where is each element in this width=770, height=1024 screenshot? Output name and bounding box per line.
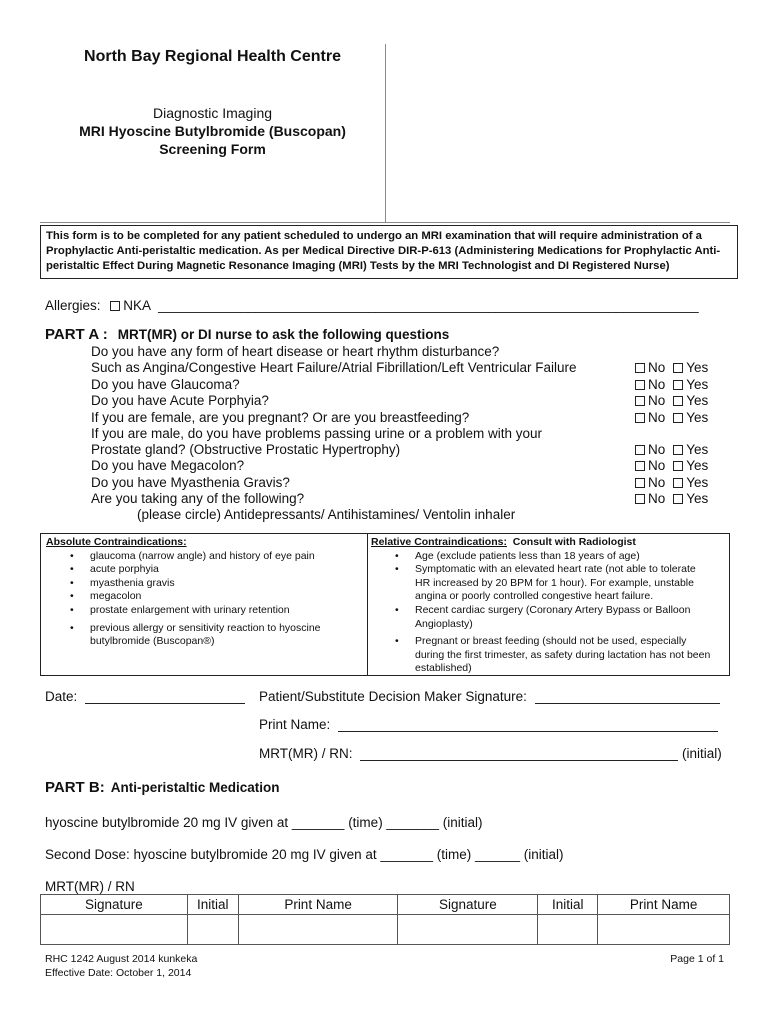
mrt-rn-field[interactable]: [360, 747, 678, 761]
question-2: Do you have Glaucoma?: [91, 377, 240, 392]
question-1b: Such as Angina/Congestive Heart Failure/Atrial Fibrillation/Left Ventricular Failure: [91, 360, 577, 375]
yes-label: Yes: [686, 410, 709, 425]
allergies-label: Allergies:: [45, 298, 101, 313]
form-title-line1: MRI Hyoscine Butylbromide (Buscopan): [79, 123, 346, 139]
question-6: Do you have Megacolon?: [91, 458, 245, 473]
first-dose-line[interactable]: hyoscine butylbromide 20 mg IV given at _______ (time) _______ (initial): [45, 815, 483, 830]
no-label: No: [648, 393, 666, 408]
no-label: No: [648, 491, 666, 506]
list-item: • glaucoma (narrow angle) and history of eye pain: [46, 550, 361, 564]
print-name-field[interactable]: [338, 718, 718, 732]
part-a-label: PART A :: [45, 326, 108, 343]
question-4: If you are female, are you pregnant? Or are you breastfeeding?: [91, 410, 470, 425]
yes-label: Yes: [686, 491, 709, 506]
yes-checkbox[interactable]: [673, 494, 683, 504]
no-label: No: [648, 410, 666, 425]
list-item: • prostate enlargement with urinary retention: [46, 604, 361, 618]
table-header: Print Name: [238, 895, 398, 915]
yes-label: Yes: [686, 377, 709, 392]
answer-row: [635, 377, 708, 393]
no-checkbox[interactable]: [635, 396, 645, 406]
second-dose-line[interactable]: Second Dose: hyoscine butylbromide 20 mg IV given at _______ (time) ______ (initial): [45, 847, 564, 862]
no-checkbox[interactable]: [635, 363, 645, 373]
page-number: Page 1 of 1: [670, 953, 724, 965]
table-header-row: [41, 895, 730, 915]
nka-label: NKA: [123, 298, 151, 313]
no-checkbox[interactable]: [635, 380, 645, 390]
relative-heading-suffix: Consult with Radiologist: [512, 536, 636, 548]
answer-row: [635, 458, 708, 474]
table-cell[interactable]: [238, 915, 398, 945]
no-label: No: [648, 442, 666, 457]
table-row: [41, 915, 730, 945]
yes-label: Yes: [686, 475, 709, 490]
part-a-heading: [45, 326, 449, 343]
patient-signature-row: [259, 689, 720, 704]
absolute-heading-text: Absolute Contraindications:: [46, 536, 187, 548]
yes-checkbox[interactable]: [673, 396, 683, 406]
no-checkbox[interactable]: [635, 494, 645, 504]
mrt-rn-label: MRT(MR) / RN:: [259, 746, 353, 761]
department-name: Diagnostic Imaging: [152, 105, 273, 121]
relative-heading-text: Relative Contraindications:: [371, 536, 507, 548]
signature-table: [40, 894, 730, 945]
date-field[interactable]: [85, 690, 245, 704]
absolute-list: [46, 550, 361, 649]
no-label: No: [648, 475, 666, 490]
table-header: Signature: [41, 895, 188, 915]
list-item: • Symptomatic with an elevated heart rate (not able to tolerate HR increased by 20 BPM for 1 hour). For example, unstable angina or poorly controlled congestive heart failure.: [371, 563, 726, 604]
yes-label: Yes: [686, 458, 709, 473]
list-item: • myasthenia gravis: [46, 577, 361, 591]
question-5: If you are male, do you have problems passing urine or a problem with your: [91, 426, 542, 441]
header-rule: [40, 222, 730, 223]
no-checkbox[interactable]: [635, 413, 645, 423]
answer-row: [635, 360, 708, 376]
intro-notice: This form is to be completed for any patient scheduled to undergo an MRI examination that will require administration of a Prophylactic Anti-peristaltic medication. As per Medical Directive DIR-P-613 (Administering Medications for Prophylactic Anti-peristaltic Effect During Magnetic Resonance Imaging (MRI) Tests by the MRI Technologist and DI Registered Nurse): [40, 225, 738, 279]
yes-checkbox[interactable]: [673, 380, 683, 390]
allergies-row: [45, 298, 699, 313]
absolute-contraindications: [46, 536, 361, 649]
date-row: [45, 689, 245, 704]
yes-checkbox[interactable]: [673, 478, 683, 488]
org-name: North Bay Regional Health Centre: [84, 48, 341, 65]
table-cell[interactable]: [41, 915, 188, 945]
footer-info: [45, 952, 197, 980]
table-header: Initial: [187, 895, 238, 915]
yes-label: Yes: [686, 393, 709, 408]
part-a-subtitle: MRT(MR) or DI nurse to ask the following questions: [117, 327, 450, 342]
yes-checkbox[interactable]: [673, 413, 683, 423]
date-label: Date:: [45, 689, 78, 704]
form-title-line2: Screening Form: [159, 141, 266, 157]
table-header: Signature: [398, 895, 538, 915]
no-label: No: [648, 458, 666, 473]
no-checkbox[interactable]: [635, 461, 645, 471]
answer-row: [635, 393, 708, 409]
list-item: • acute porphyia: [46, 563, 361, 577]
answer-row: [635, 491, 708, 507]
contraindications-box: [40, 533, 730, 676]
table-header: Print Name: [598, 895, 730, 915]
contra-divider: [367, 534, 368, 675]
mrt-rn-row: [259, 746, 722, 761]
list-item: • Recent cardiac surgery (Coronary Artery Bypass or Balloon Angioplasty): [371, 604, 726, 631]
relative-heading: [371, 536, 726, 550]
nka-checkbox[interactable]: [110, 301, 120, 311]
form-title-block: [40, 104, 385, 158]
yes-label: Yes: [686, 360, 709, 375]
part-b-label: PART B:: [45, 779, 105, 796]
question-5b: Prostate gland? (Obstructive Prostatic Hypertrophy): [91, 442, 401, 457]
patient-signature-field[interactable]: [535, 690, 720, 704]
table-cell[interactable]: [187, 915, 238, 945]
relative-list: [371, 550, 726, 676]
answer-row: [635, 442, 708, 458]
list-item: • megacolon: [46, 590, 361, 604]
mrt-rn-table-label: MRT(MR) / RN: [45, 879, 135, 894]
no-label: No: [648, 377, 666, 392]
no-checkbox[interactable]: [635, 478, 645, 488]
question-1: Do you have any form of heart disease or heart rhythm disturbance?: [91, 344, 500, 359]
footer-form-id: RHC 1242 August 2014 kunkeka: [45, 953, 198, 965]
answer-row: [635, 410, 708, 426]
question-8: Are you taking any of the following?: [91, 491, 305, 506]
yes-label: Yes: [686, 442, 709, 457]
answer-row: [635, 475, 708, 491]
initial-label: (initial): [682, 746, 722, 761]
header-divider: [385, 44, 386, 222]
yes-checkbox[interactable]: [673, 363, 683, 373]
absolute-heading: [46, 536, 361, 550]
question-8b: (please circle) Antidepressants/ Antihistamines/ Ventolin inhaler: [137, 507, 516, 522]
print-name-label: Print Name:: [259, 717, 331, 732]
yes-checkbox[interactable]: [673, 461, 683, 471]
patient-signature-label: Patient/Substitute Decision Maker Signature:: [259, 689, 527, 704]
part-b-heading: [45, 779, 280, 796]
list-item: • Pregnant or breast feeding (should not be used, especially during the first trimester, as safety during lactation has not been established): [371, 635, 726, 676]
table-cell[interactable]: [598, 915, 730, 945]
allergies-field[interactable]: ________________________________________________________________________: [158, 298, 699, 313]
question-7: Do you have Myasthenia Gravis?: [91, 475, 290, 490]
table-header: Initial: [538, 895, 598, 915]
question-3: Do you have Acute Porphyia?: [91, 393, 269, 408]
yes-checkbox[interactable]: [673, 445, 683, 455]
relative-contraindications: [371, 536, 726, 676]
part-b-subtitle: Anti-peristaltic Medication: [110, 780, 280, 795]
table-cell[interactable]: [538, 915, 598, 945]
no-checkbox[interactable]: [635, 445, 645, 455]
list-item: • previous allergy or sensitivity reaction to hyoscine butylbromide (Buscopan®): [46, 622, 361, 649]
table-cell[interactable]: [398, 915, 538, 945]
print-name-row: [259, 717, 718, 732]
list-item: • Age (exclude patients less than 18 years of age): [371, 550, 726, 564]
no-label: No: [648, 360, 666, 375]
footer-effective-date: Effective Date: October 1, 2014: [45, 967, 192, 979]
